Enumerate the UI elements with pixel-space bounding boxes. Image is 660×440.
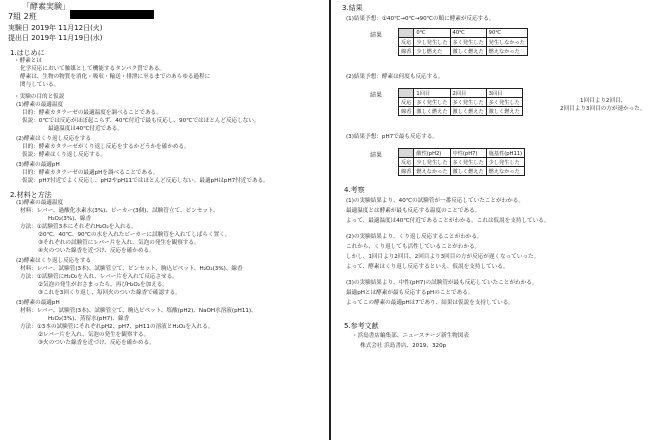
right-page xyxy=(330,0,660,440)
table-cell: 1回目 xyxy=(414,89,450,98)
result-3-label: 結果 xyxy=(370,152,383,159)
table-cell: 0℃ xyxy=(414,29,450,38)
text-line: 仮説：pH7付近でよく反応し、pH2やpH11ではほとんど反応しない。最適pHはpH7付近である。 xyxy=(22,178,269,184)
text-line: ④火のついた線香を近づけ、反応を確かめる。 xyxy=(38,248,155,254)
text-line: ③それぞれの試験管にレバー片を入れ、気泡の発生を観察する。 xyxy=(38,240,200,246)
result-1-table xyxy=(398,28,528,56)
result-1-label: 結果 xyxy=(370,32,383,39)
text-line: (3)の実験結果より、中性(pH7)の試験管が最も反応していたことがわかる。 xyxy=(346,280,538,286)
table-cell: 反応 xyxy=(399,38,414,47)
table-row xyxy=(399,89,523,98)
section-methods-heading: 2.材料と方法 xyxy=(10,191,52,199)
table-row xyxy=(399,158,525,167)
table-cell xyxy=(399,29,414,38)
table-cell: 中性(pH7) xyxy=(450,149,486,158)
result-2-note: 1回目より2回目、 xyxy=(580,98,627,104)
table-row xyxy=(399,107,523,116)
text-line: ②レバー片を入れ、気泡の発生を観察する。 xyxy=(38,332,150,338)
text-line: ・酵素とは xyxy=(14,58,42,64)
table-cell: 酸性(pH2) xyxy=(414,149,450,158)
text-line: 目的：酵素カタラーゼがくり返し反応をするかどうかを確かめる。 xyxy=(22,144,190,150)
table-row xyxy=(399,149,525,158)
experiment-date: 実験日 2019年 11月12日(火) xyxy=(8,24,103,32)
text-line: 最適温度とは酵素が最も反応する温度のことである。 xyxy=(346,208,481,214)
text-line: 酵素は、生物の物質を消化・吸収・輸送・排泄に至るまでのあらゆる過程に xyxy=(20,74,211,80)
text-line: H₂O₂(3%)、蒸留水(pH7)、線香 xyxy=(48,316,130,322)
submission-date: 提出日 2019年 11月19日(水) xyxy=(8,34,103,42)
text-line: (2)の実験結果より、くり返し反応することがわかる。 xyxy=(346,234,483,240)
table-cell xyxy=(399,149,414,158)
table-row xyxy=(399,98,523,107)
table-cell: 2回目 xyxy=(450,89,486,98)
table-cell: 線香 xyxy=(399,107,414,116)
result-1-caption: (1)結果予想：①40℃→0℃→90℃の順に酵素が反応する。 xyxy=(346,16,495,22)
text-line: 方法：①試験管3本にそれぞれH₂O₂を入れる。 xyxy=(20,224,137,230)
text-line: 最適温度は40℃付近である。 xyxy=(48,126,123,132)
table-row xyxy=(399,167,525,176)
table-cell: 多く発生した xyxy=(450,158,486,167)
text-line: (1)酵素の最適温度 xyxy=(16,102,64,108)
text-line: 方法：①試験管にH₂O₂を入れ、レバー片を入れて反応させる。 xyxy=(20,274,178,280)
text-line: 目的：酵素カタラーゼの最適温度を調べることである。 xyxy=(22,110,162,116)
text-line: ③これを3回くり返し、毎回火のついた線香で確認する。 xyxy=(38,290,181,296)
section-discussion-heading: 4.考察 xyxy=(344,186,365,194)
section-intro-heading: 1.はじめに xyxy=(10,49,45,57)
table-cell: 少し発生した xyxy=(414,38,450,47)
table-cell: 発生しなかった xyxy=(486,38,527,47)
section-references-heading: 5.参考文献 xyxy=(344,322,379,330)
result-3-table xyxy=(398,148,525,176)
table-cell: 燃えなかった xyxy=(414,167,450,176)
table-row xyxy=(399,38,528,47)
text-line: ②0℃、40℃、90℃の水を入れたビーカーに試験管を入れてしばらく置く。 xyxy=(38,232,231,238)
text-line: 化学反応において触媒として機能するタンパク質である。 xyxy=(20,66,166,72)
text-line: よってこの酵素の最適pHは7であり、結果は仮説を支持している。 xyxy=(346,300,514,306)
table-cell: 線香 xyxy=(399,47,414,56)
table-cell: 激しく燃えた xyxy=(450,47,486,56)
table-cell xyxy=(399,89,414,98)
table-row xyxy=(399,47,528,56)
text-line: 関与している。 xyxy=(20,82,60,88)
result-2-note: 2回目より3回目の方が速かった。 xyxy=(560,106,646,112)
table-cell: 塩基性(pH11) xyxy=(486,149,524,158)
text-line: (3)酵素の最適pH xyxy=(16,162,60,168)
table-cell: 反応 xyxy=(399,158,414,167)
table-cell: 激しく燃えた xyxy=(450,167,486,176)
text-line: 仮説：酵素はくり返し反応する。 xyxy=(22,152,106,158)
text-line: (2)酵素はくり返し反応をする xyxy=(16,136,92,142)
redacted-name-block xyxy=(70,10,154,19)
text-line: (1)の実験結果より、40℃の試験管が一番反応していたことがわかる。 xyxy=(346,198,524,204)
reference-line: ・浜島書店編集部、ニューステージ新生物図表 xyxy=(352,333,469,339)
table-cell: 激しく燃えた xyxy=(450,107,486,116)
text-line: (2)酵素はくり返し反応をする xyxy=(16,258,92,264)
text-line: 仮説：0℃では反応がほぼ起こらず、40℃付近で最も反応し、90℃ではほとんど反応しない。 xyxy=(22,118,260,124)
table-cell: 燃えなかった xyxy=(486,167,524,176)
table-cell: 反応 xyxy=(399,98,414,107)
table-cell: 多く発生した xyxy=(450,98,486,107)
table-cell: 少し発生した xyxy=(486,158,524,167)
report-title: 「酵素実験」 xyxy=(22,2,70,11)
table-cell: 40℃ xyxy=(450,29,486,38)
table-cell: 多く発生した xyxy=(450,38,486,47)
text-line: これから、くり返しても活性していることがわかる。 xyxy=(346,244,481,250)
table-cell: 燃えなかった xyxy=(486,47,527,56)
text-line: 材料：レバー、試験管(3本)、試験管立て、ピンセット、駒込ピペット、H₂O₂(3%)、線香 xyxy=(20,266,243,272)
text-line: ②気泡の発生がおさまったら、再びH₂O₂を加える。 xyxy=(38,282,168,288)
table-cell: 多く発生した xyxy=(414,98,450,107)
text-line: よって、最適温度は40℃付近であることがわかる。これは仮説を支持している。 xyxy=(346,218,550,224)
result-2-label: 結果 xyxy=(370,92,383,99)
text-line: (1)酵素の最適温度 xyxy=(16,200,64,206)
text-line: 目的：酵素カタラーゼの最適pHを調べることである。 xyxy=(22,170,159,176)
text-line: よって、酵素はくり返し反応するといえ、仮説を支持している。 xyxy=(346,264,509,270)
result-2-caption: (2)結果予想：酵素は何度も反応する。 xyxy=(346,74,444,80)
class-group: 7組 2班 xyxy=(8,12,37,21)
text-line: (3)酵素の最適pH xyxy=(16,300,60,306)
table-cell: 90℃ xyxy=(486,29,527,38)
result-2-table xyxy=(398,88,523,116)
text-line: 材料：レバー、過酸化水素水(3%)、ビーカー(3個)、試験管立て、ピンセット、 xyxy=(20,208,219,214)
result-3-caption: (3)結果予想：pH7で最も反応する。 xyxy=(346,134,438,140)
table-cell: 少し発生した xyxy=(414,158,450,167)
text-line: 方法：①3本の試験管にそれぞれpH2、pH7、pH11の溶液とH₂O₂を入れる。 xyxy=(20,324,214,330)
table-cell: 線香 xyxy=(399,167,414,176)
text-line: 材料：レバー、試験管(3本)、試験管立て、駒込ピペット、塩酸(pH2)、NaOH水溶液(pH11)、 xyxy=(20,308,257,314)
table-cell: 多く発生した xyxy=(486,98,522,107)
table-cell: 激しく燃えた xyxy=(486,107,522,116)
text-line: ③火のついた線香を近づけ、反応を確かめる。 xyxy=(38,340,155,346)
text-line: しかし、1回目より2回目、2回目より3回目の方が反応が遅くなっていった。 xyxy=(346,254,540,260)
table-row xyxy=(399,29,528,38)
text-line: H₂O₂(3%)、線香 xyxy=(48,216,92,222)
table-cell: 3回目 xyxy=(486,89,522,98)
table-cell: 激しく燃えた xyxy=(414,107,450,116)
section-results-heading: 3.結果 xyxy=(342,4,363,12)
text-line: ・実験の目的と仮説 xyxy=(14,94,65,100)
text-line: 最適pHとは酵素が最も反応するpHのことである。 xyxy=(346,290,474,296)
table-cell: 少し燃えた xyxy=(414,47,450,56)
reference-line: 株式会社 浜島書店、2019、320p xyxy=(360,343,447,349)
